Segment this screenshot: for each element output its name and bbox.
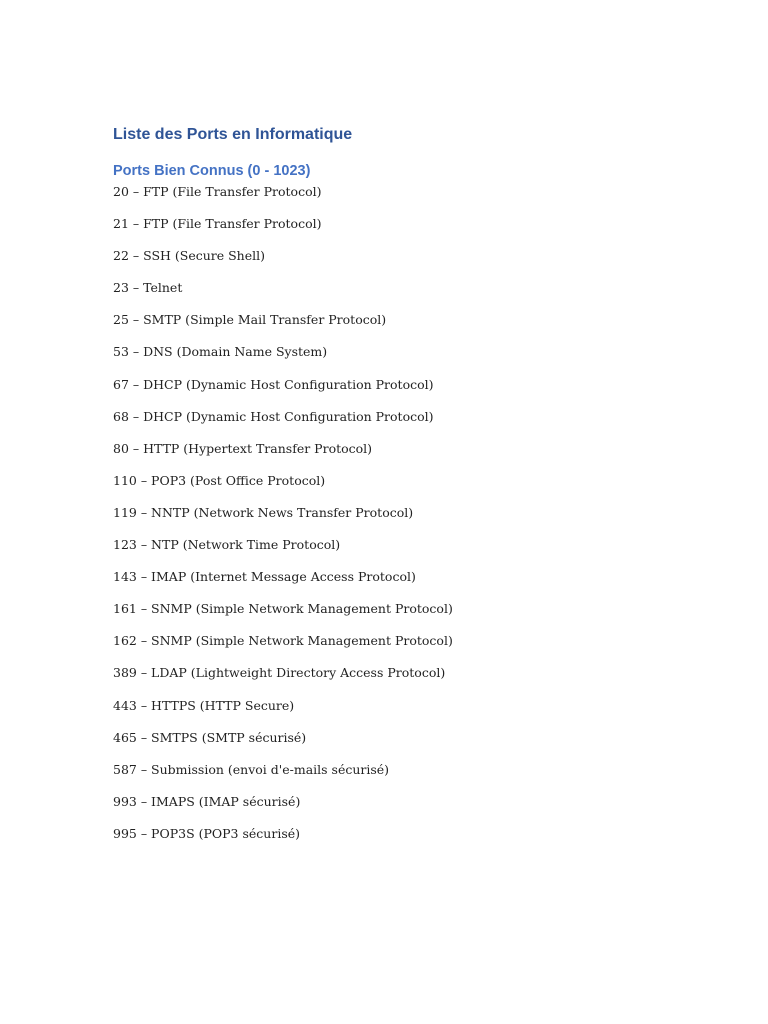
document-title: Liste des Ports en Informatique <box>113 126 353 143</box>
section-heading: Ports Bien Connus (0 - 1023) <box>113 163 311 179</box>
port-entry: 68 – DHCP (Dynamic Host Configuration Protocol) <box>113 408 434 424</box>
port-entry: 21 – FTP (File Transfer Protocol) <box>113 216 322 232</box>
port-entry: 993 – IMAPS (IMAP sécurisé) <box>113 793 301 809</box>
port-entry: 110 – POP3 (Post Office Protocol) <box>113 472 326 488</box>
port-entry: 587 – Submission (envoi d'e-mails sécurisé) <box>113 761 390 777</box>
port-entry: 25 – SMTP (Simple Mail Transfer Protocol) <box>113 312 387 328</box>
port-entry: 143 – IMAP (Internet Message Access Protocol) <box>113 569 416 585</box>
document-body <box>113 124 673 857</box>
port-list <box>113 183 673 843</box>
port-entry: 22 – SSH (Secure Shell) <box>113 248 266 264</box>
port-entry: 465 – SMTPS (SMTP sécurisé) <box>113 729 307 745</box>
port-entry: 389 – LDAP (Lightweight Directory Access Protocol) <box>113 665 446 681</box>
port-entry: 23 – Telnet <box>113 280 183 296</box>
port-entry: 80 – HTTP (Hypertext Transfer Protocol) <box>113 440 373 456</box>
port-entry: 20 – FTP (File Transfer Protocol) <box>113 184 322 199</box>
port-entry: 123 – NTP (Network Time Protocol) <box>113 537 341 553</box>
port-entry: 443 – HTTPS (HTTP Secure) <box>113 697 295 713</box>
port-entry: 995 – POP3S (POP3 sécurisé) <box>113 825 301 841</box>
port-entry: 119 – NNTP (Network News Transfer Protocol) <box>113 504 414 520</box>
port-entry: 162 – SNMP (Simple Network Management Protocol) <box>113 633 453 649</box>
port-entry: 53 – DNS (Domain Name System) <box>113 344 328 360</box>
port-entry: 161 – SNMP (Simple Network Management Protocol) <box>113 601 453 617</box>
port-entry: 67 – DHCP (Dynamic Host Configuration Protocol) <box>113 376 434 392</box>
